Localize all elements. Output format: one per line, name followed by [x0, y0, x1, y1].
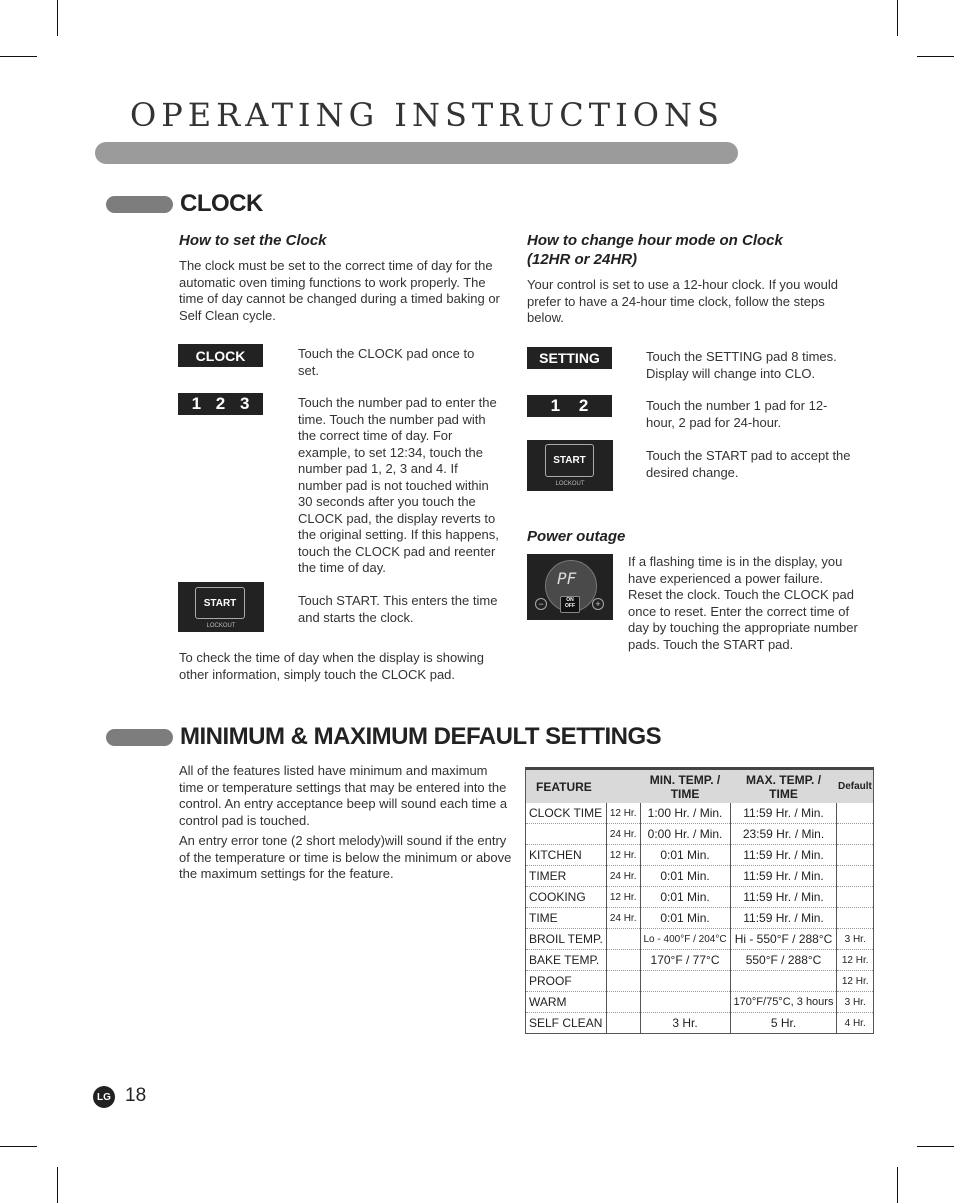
plus-icon: + — [592, 598, 604, 610]
minmax-paragraph-1: All of the features listed have minimum and maximum time or temperature settings that may be entered into the control. An entry acceptance beep will sound each time a control pad is touched. — [179, 763, 508, 828]
default-cell: 4 Hr. — [837, 1013, 873, 1034]
min-cell: 1:00 Hr. / Min. — [640, 803, 730, 824]
default-cell — [837, 908, 873, 929]
table-row — [526, 1013, 874, 1034]
default-cell: 3 Hr. — [837, 992, 873, 1013]
minmax-heading: MINIMUM & MAXIMUM DEFAULT SETTINGS — [180, 723, 662, 750]
mode-step-1: Touch the SETTING pad 8 times. Display will change into CLO. — [646, 349, 837, 381]
number-keys: 1 2 3 — [178, 393, 263, 415]
col-default: Default — [837, 769, 873, 804]
col-max: MAX. TEMP. / TIME — [730, 769, 837, 804]
crop-mark — [917, 56, 954, 57]
mode-cell — [606, 929, 640, 950]
min-cell: 0:01 Min. — [640, 866, 730, 887]
check-clock-text: To check the time of day when the display is showing other information, simply touch the CLOCK pad. — [179, 650, 484, 682]
hour-mode-subheading: How to change hour mode on Clock (12HR or 24HR) — [527, 232, 783, 268]
feature-cell: WARM — [526, 992, 607, 1013]
lockout-label: LOCKOUT — [555, 481, 585, 487]
table-header-row — [526, 769, 874, 804]
on-label: ON — [566, 597, 574, 603]
page-number: 18 — [125, 1085, 147, 1106]
default-cell: 12 Hr. — [837, 971, 873, 992]
mode-cell — [606, 992, 640, 1013]
mode-cell: 12 Hr. — [606, 845, 640, 866]
feature-cell — [526, 824, 607, 845]
table-row — [526, 866, 874, 887]
default-cell — [837, 866, 873, 887]
table-row — [526, 887, 874, 908]
mode-cell: 24 Hr. — [606, 908, 640, 929]
mode-cell: 12 Hr. — [606, 887, 640, 908]
power-outage-display-image — [527, 554, 613, 620]
set-step-3: Touch START. This enters the time and starts the clock. — [298, 593, 498, 625]
feature-cell: PROOF — [526, 971, 607, 992]
max-cell: 11:59 Hr. / Min. — [730, 908, 837, 929]
mode-number-keys: 1 2 — [527, 395, 612, 417]
set-clock-intro: The clock must be set to the correct time of day for the automatic oven timing functions to work properly. The time of day cannot be changed during a timed baking or Self Clean cycle. — [179, 258, 500, 323]
clock-heading: CLOCK — [180, 190, 263, 217]
crop-mark — [0, 56, 37, 57]
table-row — [526, 950, 874, 971]
table-row — [526, 929, 874, 950]
settings-table — [525, 767, 874, 1034]
section-marker — [106, 729, 173, 746]
col-feature: FEATURE — [526, 769, 641, 804]
table-row — [526, 908, 874, 929]
max-cell: 11:59 Hr. / Min. — [730, 803, 837, 824]
table-row — [526, 824, 874, 845]
table-row — [526, 803, 874, 824]
off-label: OFF — [565, 603, 575, 609]
table-row — [526, 992, 874, 1013]
mode-cell — [606, 950, 640, 971]
clock-key: CLOCK — [178, 344, 263, 367]
feature-cell: CLOCK TIME — [526, 803, 607, 824]
feature-cell: COOKING — [526, 887, 607, 908]
mode-cell — [606, 1013, 640, 1034]
page-title: OPERATING INSTRUCTIONS — [130, 96, 724, 134]
min-cell: 170°F / 77°C — [640, 950, 730, 971]
pf-display: PF — [557, 569, 577, 588]
start-pad-image — [178, 582, 264, 632]
mode-start-pad-image — [527, 440, 613, 491]
feature-cell: TIMER — [526, 866, 607, 887]
mode-cell: 24 Hr. — [606, 866, 640, 887]
start-key: START — [545, 444, 594, 477]
set-step-2: Touch the number pad to enter the time. Touch the number pad with the correct time of day. For example, to set 12:34, touch the number pad 1, 2, 3 and 4. If number pad is not touched within 30 seconds after you touch the CLOCK pad, the display reverts to the original setting. If this happens, touch the CLOCK pad and reenter the time of day. — [298, 395, 499, 575]
min-cell: 0:01 Min. — [640, 845, 730, 866]
max-cell: 5 Hr. — [730, 1013, 837, 1034]
default-cell — [837, 887, 873, 908]
min-cell: 3 Hr. — [640, 1013, 730, 1034]
set-clock-subheading: How to set the Clock — [179, 232, 327, 249]
lockout-label: LOCKOUT — [206, 623, 236, 629]
max-cell: 170°F/75°C, 3 hours — [730, 992, 837, 1013]
min-cell: 0:01 Min. — [640, 908, 730, 929]
mode-step-2: Touch the number 1 pad for 12-hour, 2 pad for 24-hour. — [646, 398, 828, 430]
max-cell: 23:59 Hr. / Min. — [730, 824, 837, 845]
on-off-button — [560, 596, 580, 613]
max-cell: 11:59 Hr. / Min. — [730, 887, 837, 908]
max-cell: 11:59 Hr. / Min. — [730, 866, 837, 887]
power-outage-text: If a flashing time is in the display, you have experienced a power failure. Reset the clock. Touch the CLOCK pad once to reset. Enter the correct time of day by touching the appropriate number pads. Touch the START pad. — [628, 554, 858, 652]
default-cell: 12 Hr. — [837, 950, 873, 971]
min-cell: 0:00 Hr. / Min. — [640, 824, 730, 845]
max-cell — [730, 971, 837, 992]
minmax-paragraph-2: An entry error tone (2 short melody)will sound if the entry of the temperature or time is below the minimum or above the maximum settings for the feature. — [179, 833, 512, 881]
max-cell: 550°F / 288°C — [730, 950, 837, 971]
feature-cell: BAKE TEMP. — [526, 950, 607, 971]
crop-mark — [0, 1146, 37, 1147]
mode-cell: 24 Hr. — [606, 824, 640, 845]
set-step-1 — [298, 346, 498, 379]
crop-mark — [917, 1146, 954, 1147]
feature-cell: TIME — [526, 908, 607, 929]
default-cell — [837, 845, 873, 866]
mode-cell — [606, 971, 640, 992]
power-outage-subheading: Power outage — [527, 528, 626, 545]
feature-cell: SELF CLEAN — [526, 1013, 607, 1034]
min-cell: 0:01 Min. — [640, 887, 730, 908]
start-key: START — [195, 587, 245, 619]
set-step-1-text: Touch the CLOCK pad once to set. — [298, 346, 475, 378]
crop-mark — [57, 1167, 58, 1203]
feature-cell: BROIL TEMP. — [526, 929, 607, 950]
mode-cell: 12 Hr. — [606, 803, 640, 824]
default-cell — [837, 803, 873, 824]
crop-mark — [57, 0, 58, 36]
crop-mark — [897, 1167, 898, 1203]
default-cell: 3 Hr. — [837, 929, 873, 950]
table-row — [526, 845, 874, 866]
section-marker — [106, 196, 173, 213]
mode-step-3: Touch the START pad to accept the desired change. — [646, 448, 851, 480]
min-cell: Lo - 400°F / 204°C — [640, 929, 730, 950]
max-cell: Hi - 550°F / 288°C — [730, 929, 837, 950]
lg-logo: LG — [93, 1086, 115, 1108]
min-cell — [640, 992, 730, 1013]
min-cell — [640, 971, 730, 992]
header-bar — [95, 142, 738, 164]
feature-cell: KITCHEN — [526, 845, 607, 866]
setting-key: SETTING — [527, 347, 612, 369]
default-cell — [837, 824, 873, 845]
max-cell: 11:59 Hr. / Min. — [730, 845, 837, 866]
col-min: MIN. TEMP. / TIME — [640, 769, 730, 804]
table-row — [526, 971, 874, 992]
hour-mode-intro: Your control is set to use a 12-hour clock. If you would prefer to have a 24-hour time clock, follow the steps below. — [527, 277, 838, 325]
crop-mark — [897, 0, 898, 36]
minus-icon: − — [535, 598, 547, 610]
